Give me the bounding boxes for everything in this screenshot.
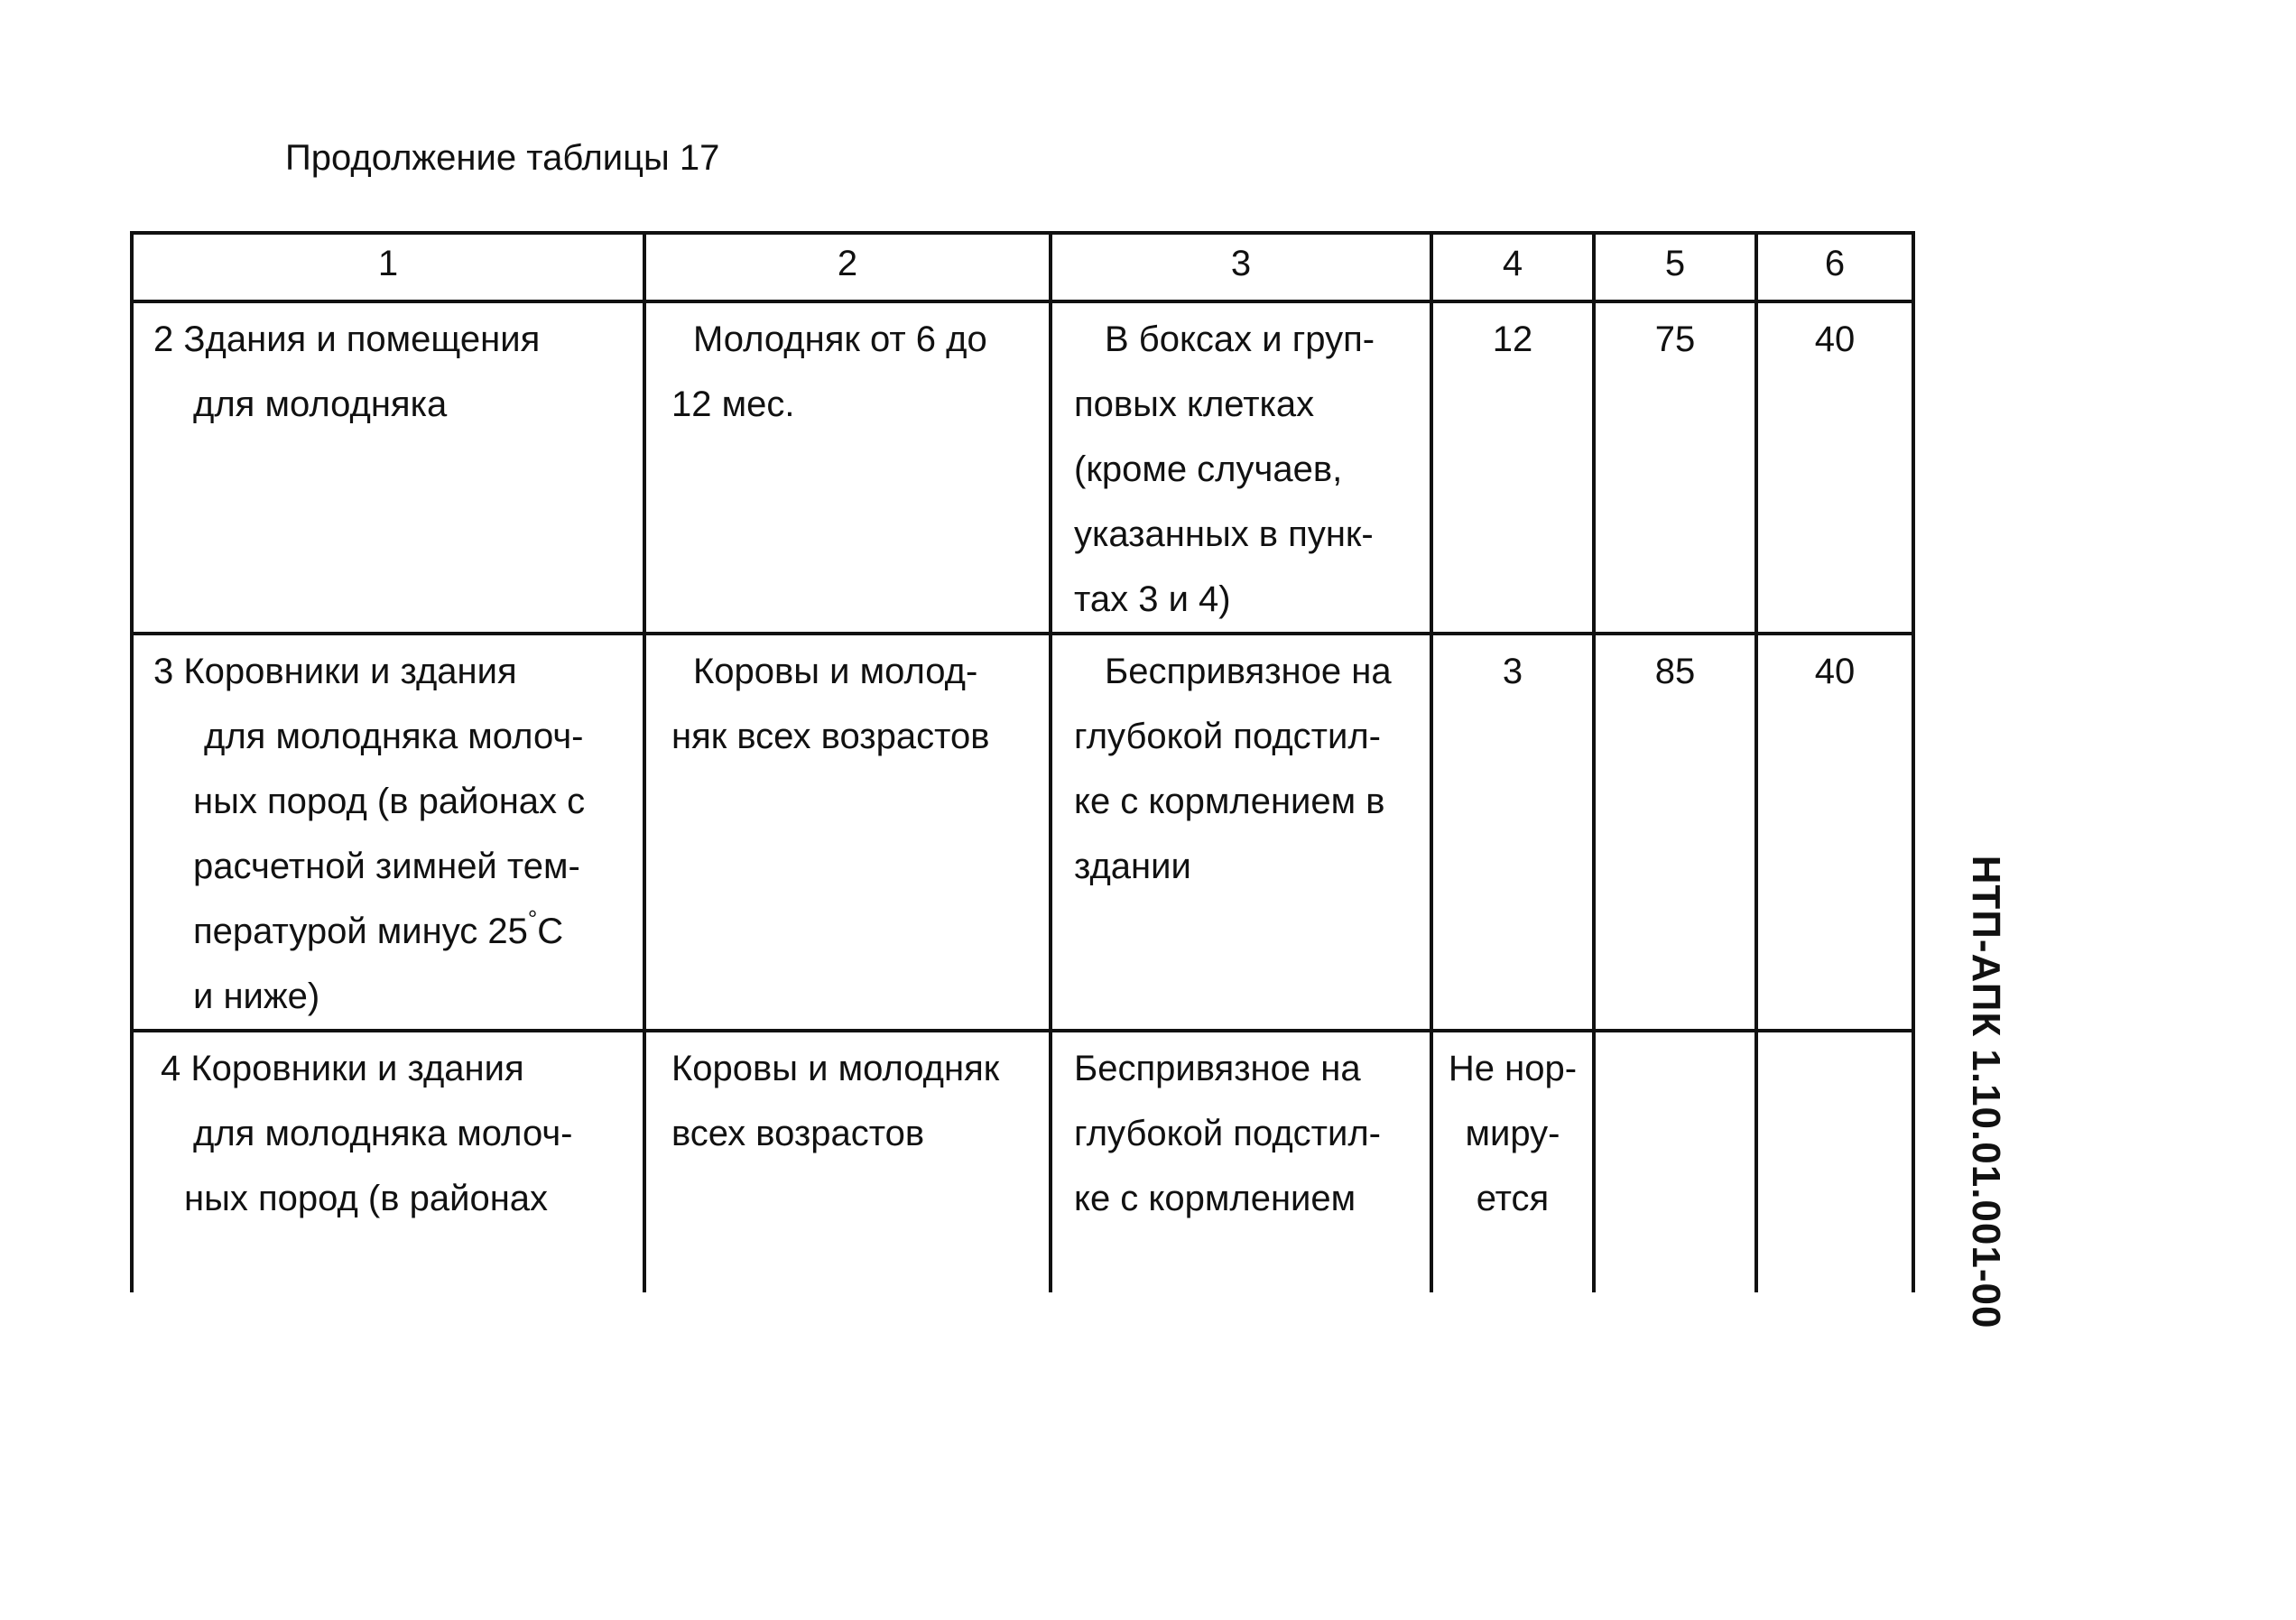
table-caption: Продолжение таблицы 17 [285, 138, 720, 178]
cell-line: Не нор- [1448, 1049, 1578, 1088]
cell-line: ется [1476, 1179, 1550, 1218]
row-1-col4-cell [1431, 301, 1594, 634]
cell-line: Беспривязное на [1105, 652, 1392, 691]
cell-line: 4 Коровники и здания [161, 1049, 524, 1088]
row-3-animal-cell [644, 1031, 1051, 1292]
header-cell-4: 4 [1431, 233, 1594, 301]
row-2-housing-cell [1051, 634, 1431, 1031]
cell-line: Беспривязное на [1074, 1049, 1361, 1088]
cell-value: 3 [1502, 652, 1523, 691]
cell-line: всех возрастов [671, 1114, 925, 1153]
row-3-housing-cell [1051, 1031, 1431, 1292]
cell-line: здании [1074, 847, 1191, 886]
cell-line: 3 Коровники и здания [153, 652, 517, 691]
cell-line: для молодняка молоч- [204, 717, 584, 756]
cell-line: 12 мес. [671, 384, 795, 424]
row-2-col4-cell [1431, 634, 1594, 1031]
cell-line: указанных в пунк- [1074, 514, 1374, 554]
degree-sign: ° [527, 904, 538, 932]
cell-line: В боксах и груп- [1105, 319, 1375, 359]
cell-value: 85 [1654, 652, 1696, 691]
cell-line: глубокой подстил- [1074, 717, 1381, 756]
cell-line: няк всех возрастов [671, 717, 990, 756]
row-1-col6-cell [1756, 301, 1913, 634]
cell-line: Коровы и молод- [693, 652, 978, 691]
cell-line: тах 3 и 4) [1074, 579, 1231, 619]
cell-line: Молодняк от 6 до [693, 319, 987, 359]
row-3-col4-cell [1431, 1031, 1594, 1292]
row-1-animal-cell [644, 301, 1051, 634]
header-cell-2: 2 [644, 233, 1051, 301]
cell-value: 40 [1814, 652, 1856, 691]
row-2-animal-cell [644, 634, 1051, 1031]
cell-line: миру- [1465, 1114, 1560, 1153]
table-row [132, 634, 1913, 1031]
cell-line: расчетной зимней тем- [193, 847, 580, 886]
cell-value: 75 [1654, 319, 1696, 359]
header-cell-3: 3 [1051, 233, 1431, 301]
cell-line: глубокой подстил- [1074, 1114, 1381, 1153]
row-1-housing-cell [1051, 301, 1431, 634]
table-row [132, 1031, 1913, 1292]
cell-line: для молодняка [193, 384, 448, 424]
table-row [132, 301, 1913, 634]
row-2-col5-cell [1594, 634, 1756, 1031]
cell-line: повых клетках [1074, 384, 1315, 424]
header-cell-1: 1 [132, 233, 644, 301]
cell-line: (кроме случаев, [1074, 449, 1343, 489]
cell-line: ке с кормлением [1074, 1179, 1356, 1218]
document-code: НТП-АПК 1.10.01.001-00 [1964, 855, 2008, 1329]
row-1-col5-cell [1594, 301, 1756, 634]
row-2-col6-cell [1756, 634, 1913, 1031]
norms-table [130, 231, 1915, 1292]
cell-line: ных пород (в районах [184, 1179, 549, 1218]
cell-text: пературой минус 25 [193, 912, 528, 951]
row-1-building-cell [132, 301, 644, 634]
row-3-col5-cell [1594, 1031, 1756, 1292]
cell-line: 2 Здания и помещения [153, 319, 541, 359]
row-2-building-cell [132, 634, 644, 1031]
cell-line: ных пород (в районах с [193, 782, 586, 821]
table-header-row [132, 233, 1913, 301]
cell-line: и ниже) [193, 977, 320, 1016]
cell-line: Коровы и молодняк [671, 1049, 1000, 1088]
header-cell-6: 6 [1756, 233, 1913, 301]
cell-text: С [537, 912, 564, 951]
row-3-col6-cell [1756, 1031, 1913, 1292]
cell-line: ке с кормлением в [1074, 782, 1385, 821]
header-cell-5: 5 [1594, 233, 1756, 301]
cell-value: 12 [1492, 319, 1533, 359]
cell-line [134, 899, 643, 964]
row-3-building-cell [132, 1031, 644, 1292]
cell-value: 40 [1814, 319, 1856, 359]
cell-line: для молодняка молоч- [193, 1114, 573, 1153]
